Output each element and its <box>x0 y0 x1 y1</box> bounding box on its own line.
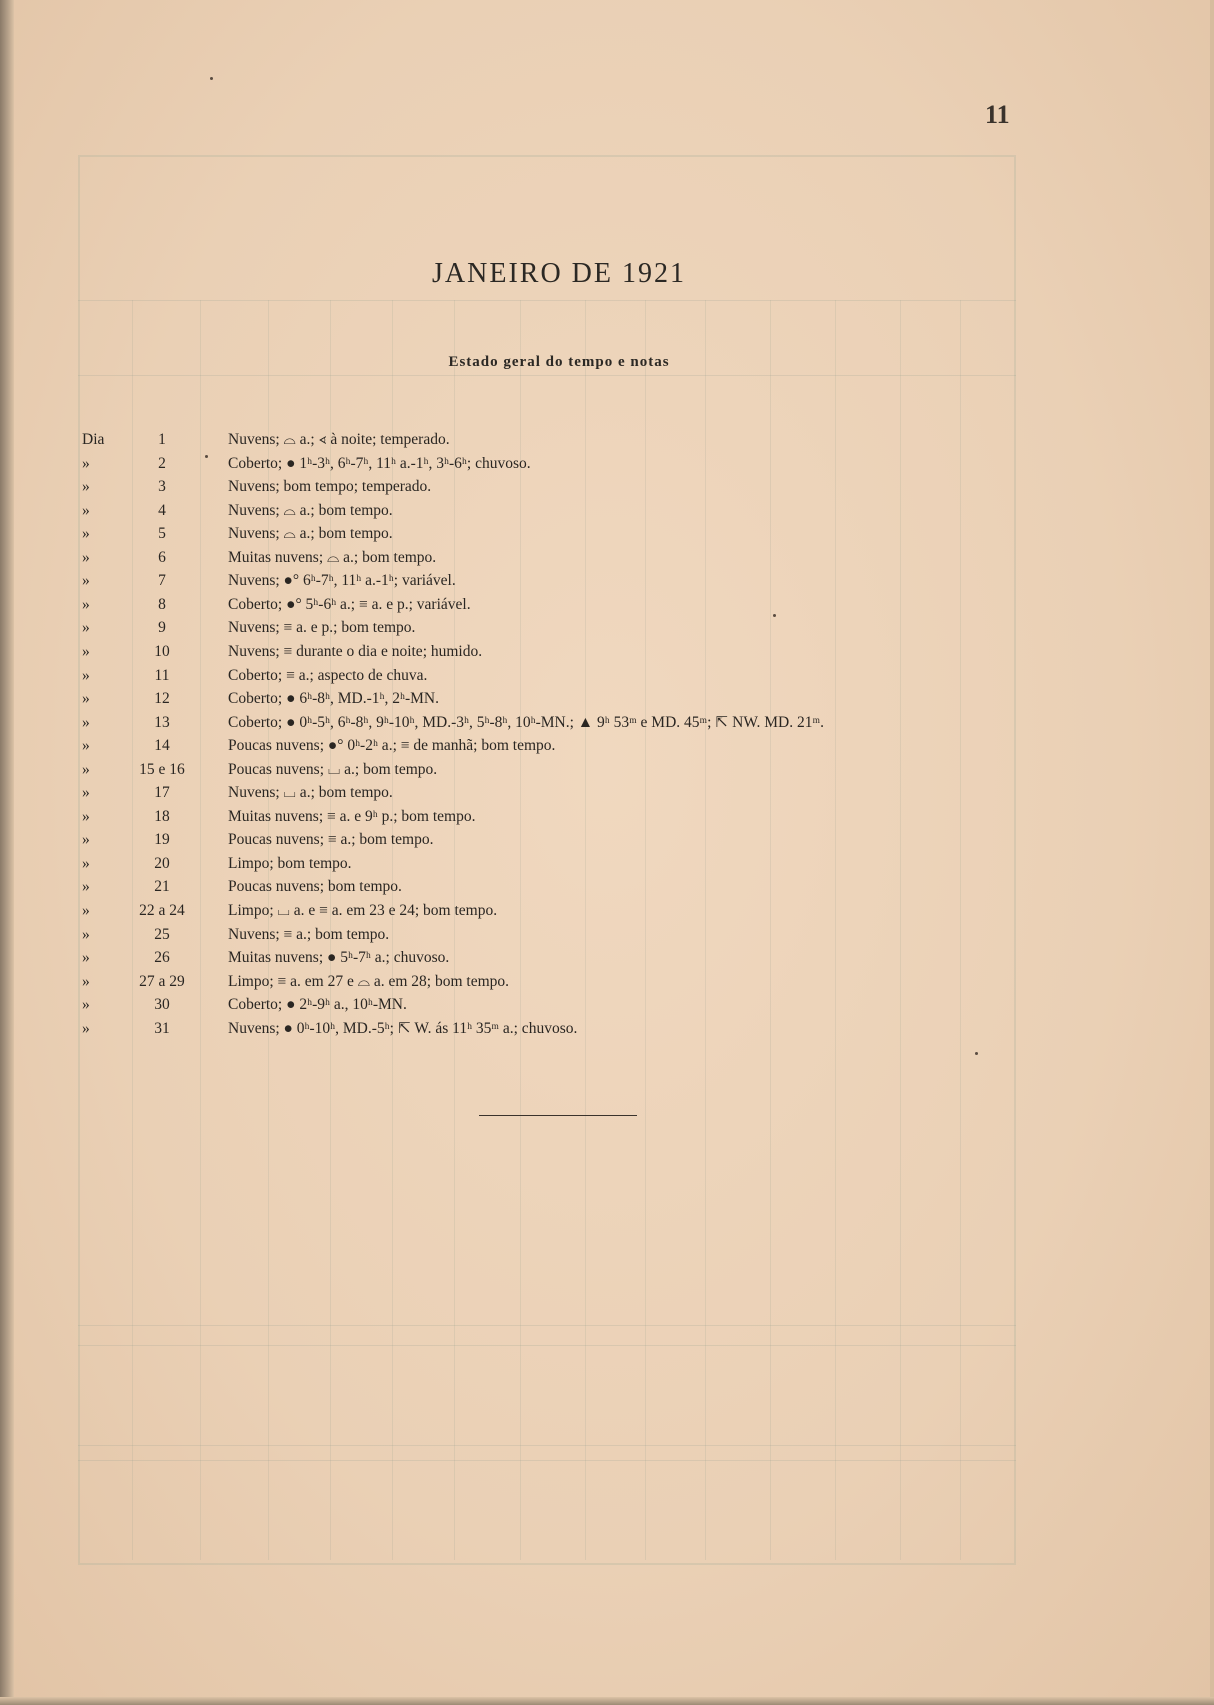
day-number: 31 <box>154 1019 170 1037</box>
day-number: 27 a 29 <box>139 972 185 990</box>
weather-note: Coberto; ● 6ʰ-8ʰ, MD.-1ʰ, 2ʰ-MN. <box>228 690 439 708</box>
ditto-mark: » <box>82 996 90 1014</box>
day-number: 20 <box>154 854 170 872</box>
bleed-through-line <box>78 1445 1016 1446</box>
list-item <box>0 428 1214 451</box>
list-item <box>0 569 1214 592</box>
list-item <box>0 711 1214 734</box>
weather-note: Nuvens; ⌓ a.; bom tempo. <box>228 525 393 543</box>
list-item <box>0 499 1214 522</box>
weather-note: Coberto; ●° 5ʰ-6ʰ a.; ≡ a. e p.; variável. <box>228 595 471 613</box>
ditto-mark: » <box>82 478 90 496</box>
section-subtitle: Estado geral do tempo e notas <box>448 354 670 370</box>
weather-note: Poucas nuvens; ≡ a.; bom tempo. <box>228 831 434 849</box>
list-item <box>0 546 1214 569</box>
day-number: 3 <box>158 478 166 496</box>
ditto-mark: » <box>82 619 90 637</box>
day-number: 30 <box>154 996 170 1014</box>
page-bottom-edge <box>0 1697 1214 1705</box>
list-item <box>0 899 1214 922</box>
day-number: 4 <box>158 501 166 519</box>
day-number: 17 <box>154 784 170 802</box>
weather-note: Coberto; ● 0ʰ-5ʰ, 6ʰ-8ʰ, 9ʰ-10ʰ, MD.-3ʰ, 5ʰ-8ʰ, 10ʰ-MN.; ▲ 9ʰ 53ᵐ e MD. 45ᵐ; ⇱ NW. MD. 21ᵐ. <box>228 713 824 731</box>
day-number: 6 <box>158 548 166 566</box>
day-number: 22 a 24 <box>139 902 185 919</box>
weather-note: Nuvens; ●° 6ʰ-7ʰ, 11ʰ a.-1ʰ; variável. <box>228 572 456 590</box>
bleed-through-line <box>78 375 1016 376</box>
list-item <box>0 1017 1214 1040</box>
ditto-mark: » <box>82 666 90 684</box>
weather-note: Nuvens; bom tempo; temperado. <box>228 478 432 496</box>
list-item <box>0 781 1214 804</box>
ditto-mark: » <box>82 807 90 825</box>
ditto-mark: » <box>82 572 90 590</box>
list-item <box>0 828 1214 851</box>
list-item <box>0 664 1214 687</box>
day-number: 25 <box>154 925 170 943</box>
ditto-mark: » <box>82 595 90 613</box>
ditto-mark: » <box>82 878 90 896</box>
day-number: 19 <box>154 831 170 849</box>
weather-note: Coberto; ● 1ʰ-3ʰ, 6ʰ-7ʰ, 11ʰ a.-1ʰ, 3ʰ-6ʰ; chuvoso. <box>228 454 531 472</box>
weather-note: Muitas nuvens; ● 5ʰ-7ʰ a.; chuvoso. <box>228 949 450 967</box>
day-number: 26 <box>154 949 170 967</box>
list-item <box>0 970 1214 993</box>
ditto-mark: » <box>82 925 90 943</box>
list-item <box>0 522 1214 545</box>
day-number: 18 <box>154 807 170 825</box>
bleed-through-line <box>78 1345 1016 1346</box>
list-item <box>0 616 1214 639</box>
day-number: 13 <box>154 713 170 731</box>
weather-note: Poucas nuvens; ⌴ a.; bom tempo. <box>228 760 438 778</box>
ditto-mark: » <box>82 949 90 967</box>
day-number: 11 <box>154 666 170 684</box>
list-item <box>0 993 1214 1016</box>
list-item <box>0 946 1214 969</box>
list-item <box>0 640 1214 663</box>
ditto-mark: » <box>82 525 90 543</box>
list-item <box>0 923 1214 946</box>
day-number: 7 <box>158 572 166 590</box>
list-item <box>0 593 1214 616</box>
weather-note: Nuvens; ⌓ a.; bom tempo. <box>228 501 393 519</box>
weather-note: Nuvens; ≡ a.; bom tempo. <box>228 925 390 943</box>
ditto-mark: » <box>82 501 90 519</box>
day-number: 15 e 16 <box>139 760 185 778</box>
weather-note: Poucas nuvens; bom tempo. <box>228 878 402 896</box>
day-label: Dia <box>82 431 105 448</box>
weather-note: Nuvens; ≡ durante o dia e noite; humido. <box>228 642 483 660</box>
paper-speck <box>773 614 776 617</box>
ditto-mark: » <box>82 713 90 731</box>
list-item <box>0 852 1214 875</box>
day-number: 5 <box>158 525 166 543</box>
ditto-mark: » <box>82 854 90 872</box>
weather-note: Limpo; ⌴ a. e ≡ a. em 23 e 24; bom tempo. <box>228 902 498 919</box>
bleed-through-line <box>78 1460 1016 1461</box>
ditto-mark: » <box>82 831 90 849</box>
list-item <box>0 875 1214 898</box>
weather-note: Poucas nuvens; ●° 0ʰ-2ʰ a.; ≡ de manhã; bom tempo. <box>228 737 556 755</box>
paper-speck <box>975 1052 978 1055</box>
ditto-mark: » <box>82 1019 90 1037</box>
weather-note: Nuvens; ⌓ a.; ∢ à noite; temperado. <box>228 431 450 448</box>
day-number: 10 <box>154 642 170 660</box>
ditto-mark: » <box>82 760 90 778</box>
list-item <box>0 452 1214 475</box>
weather-note: Nuvens; ⌴ a.; bom tempo. <box>228 784 393 802</box>
day-number: 8 <box>158 595 166 613</box>
day-number: 2 <box>158 454 166 472</box>
day-number: 12 <box>154 690 170 708</box>
list-item <box>0 805 1214 828</box>
closing-rule <box>479 1115 637 1116</box>
ditto-mark: » <box>82 902 90 919</box>
list-item <box>0 475 1214 498</box>
day-number: 14 <box>154 737 170 755</box>
weather-note: Muitas nuvens; ≡ a. e 9ʰ p.; bom tempo. <box>228 807 476 825</box>
day-number: 9 <box>158 619 166 637</box>
list-item <box>0 687 1214 710</box>
paper-speck <box>205 455 208 458</box>
bleed-through-line <box>78 300 1016 301</box>
ditto-mark: » <box>82 548 90 566</box>
weather-note: Nuvens; ● 0ʰ-10ʰ, MD.-5ʰ; ⇱ W. ás 11ʰ 35ᵐ a.; chuvoso. <box>228 1019 578 1037</box>
weather-note: Nuvens; ≡ a. e p.; bom tempo. <box>228 619 416 637</box>
ditto-mark: » <box>82 972 90 990</box>
weather-note: Limpo; bom tempo. <box>228 854 352 872</box>
ditto-mark: » <box>82 642 90 660</box>
weather-note: Muitas nuvens; ⌓ a.; bom tempo. <box>228 548 437 566</box>
weather-note: Limpo; ≡ a. em 27 e ⌓ a. em 28; bom tempo. <box>228 972 510 990</box>
ditto-mark: » <box>82 784 90 802</box>
paper-speck <box>210 77 213 80</box>
list-item <box>0 758 1214 781</box>
page-number: 11 <box>985 100 1010 129</box>
ditto-mark: » <box>82 737 90 755</box>
weather-note: Coberto; ● 2ʰ-9ʰ a., 10ʰ-MN. <box>228 996 407 1014</box>
ditto-mark: » <box>82 690 90 708</box>
ditto-mark: » <box>82 454 90 472</box>
weather-note: Coberto; ≡ a.; aspecto de chuva. <box>228 666 428 684</box>
day-number: 21 <box>154 878 170 896</box>
bleed-through-line <box>78 1325 1016 1326</box>
list-item <box>0 734 1214 757</box>
day-number: 1 <box>158 431 166 448</box>
page-title: JANEIRO DE 1921 <box>432 258 686 289</box>
